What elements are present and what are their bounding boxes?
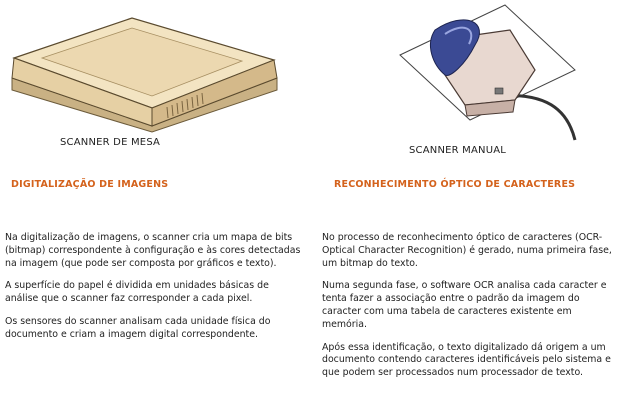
right-text-column <box>322 232 616 390</box>
handheld-scanner-caption: SCANNER MANUAL <box>409 145 507 156</box>
right-paragraph-2: Numa segunda fase, o software OCR analisa cada caracter e tenta fazer a associação entre o padrão da imagem do caracter com uma tabela de caracteres existente em memória. <box>322 280 607 330</box>
flatbed-scanner-illustration <box>2 8 287 133</box>
handheld-scanner-illustration <box>395 0 585 145</box>
left-paragraph-1: Na digitalização de imagens, o scanner cria um mapa de bits (bitmap) correspondente à configuração e às cores detectadas na imagem (que pode ser composta por gráficos e texto). <box>5 232 301 269</box>
left-paragraph-3: Os sensores do scanner analisam cada unidade física do documento e criam a imagem digital correspondente. <box>5 315 271 340</box>
left-paragraph-2: A superfície do papel é dividida em unidades básicas de análise que o scanner faz corresponder a cada pixel. <box>5 280 269 305</box>
left-section-heading: DIGITALIZAÇÃO DE IMAGENS <box>11 179 169 190</box>
right-paragraph-1: No processo de reconhecimento óptico de caracteres (OCR-Optical Character Recognition) é gerado, numa primeira fase, um bitmap do texto. <box>322 232 612 269</box>
right-paragraph-3: Após essa identificação, o texto digitalizado dá origem a um documento contendo caracteres identificáveis pelo sistema e que podem ser processados num processador de texto. <box>322 341 611 379</box>
flatbed-scanner-caption: SCANNER DE MESA <box>60 137 161 148</box>
right-section-heading: RECONHECIMENTO ÓPTICO DE CARACTERES <box>334 179 576 190</box>
left-text-column <box>5 232 305 352</box>
